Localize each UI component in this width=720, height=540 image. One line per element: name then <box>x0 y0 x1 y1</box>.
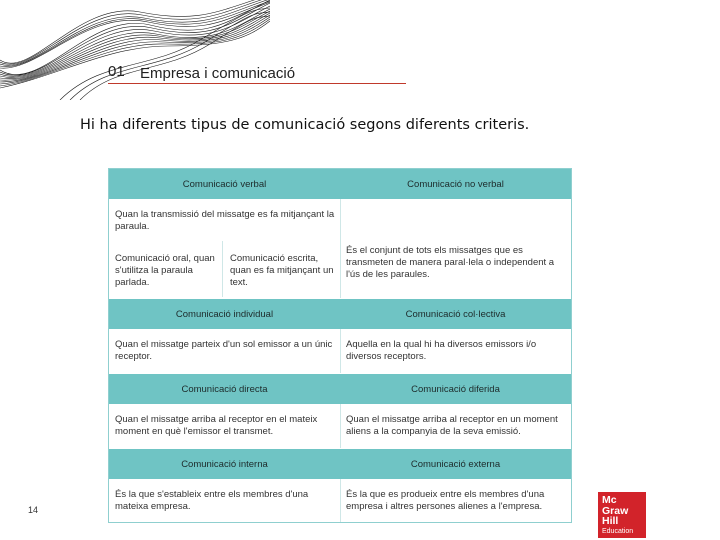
header-nonverbal: Comunicació no verbal <box>407 178 504 190</box>
chapter-header <box>108 60 406 84</box>
chapter-number: 01 <box>108 63 125 80</box>
page-number: 14 <box>28 505 39 515</box>
deferred-definition: Quan el missatge arriba al receptor en un moment aliens a la companyia de la seva emissió. <box>346 414 558 437</box>
header-direct: Comunicació directa <box>181 383 268 395</box>
header-individual: Comunicació individual <box>175 308 274 320</box>
mcgraw-hill-logo: Mc Graw Hill Education <box>598 492 646 538</box>
table-header-row <box>109 449 571 479</box>
divider <box>222 241 223 297</box>
internal-definition: És la que s'estableix entre els membres d'una mateixa empresa. <box>115 489 309 512</box>
direct-definition: Quan el missatge arriba al receptor en el mateix moment en què l'emissor el transmet. <box>115 414 318 437</box>
table-row <box>109 199 571 298</box>
header-external: Comunicació externa <box>410 458 501 470</box>
divider <box>340 404 341 448</box>
chapter-title: Empresa i comunicació <box>140 65 296 82</box>
header-internal: Comunicació interna <box>181 458 268 470</box>
individual-definition: Quan el missatge parteix d'un sol emissor a un únic receptor. <box>115 339 333 362</box>
table-row <box>109 404 571 448</box>
oral-definition: Comunicació oral, quan s'utilitza la paraula parlada. <box>115 253 215 288</box>
nonverbal-definition: És el conjunt de tots els missatges que es transmeten de manera paral·lela o independent a l'ús de les paraules. <box>346 245 555 280</box>
written-definition: Comunicació escrita, quan es fa mitjançant un text. <box>230 253 334 288</box>
divider <box>340 199 341 298</box>
header-deferred: Comunicació diferida <box>411 383 500 395</box>
table-row <box>109 479 571 522</box>
header-verbal: Comunicació verbal <box>182 178 267 190</box>
collective-definition: Aquella en la qual hi ha diversos emissors i/o diversos receptors. <box>346 339 537 362</box>
table-header-row <box>109 374 571 404</box>
external-definition: És la que es produeix entre els membres d'una empresa i altres persones alienes a l'empresa. <box>346 489 545 512</box>
table-row <box>109 329 571 373</box>
table-header-row <box>109 299 571 329</box>
intro-text: Hi ha diferents tipus de comunicació segons diferents criteris. <box>80 117 530 133</box>
verbal-definition: Quan la transmissió del missatge es fa mitjançant la paraula. <box>115 209 335 232</box>
divider <box>340 329 341 373</box>
decorative-wave-graphic <box>0 0 270 100</box>
communication-types-table <box>108 168 572 523</box>
divider <box>340 479 341 522</box>
table-header-row <box>109 169 571 199</box>
header-collective: Comunicació col·lectiva <box>405 308 506 320</box>
